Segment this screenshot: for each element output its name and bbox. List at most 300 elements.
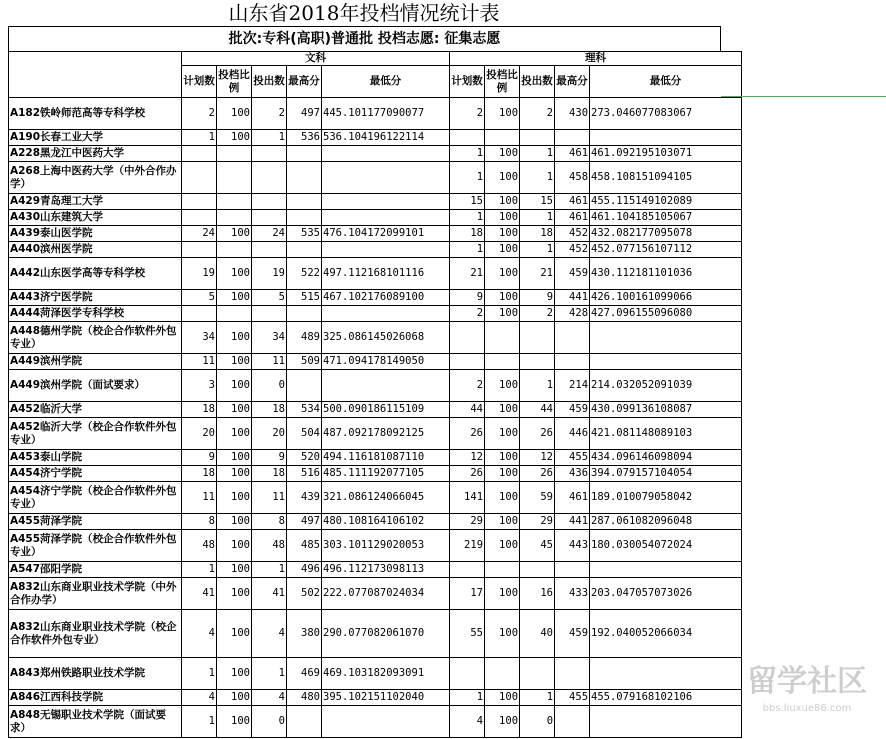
min-cell-like: 287.061082096048 [590, 514, 742, 530]
group-header-row [9, 52, 742, 66]
admitted-cell-like: 59 [520, 482, 555, 514]
ratio-cell-like: 100 [485, 242, 520, 258]
max-cell-wenke: 497 [287, 514, 322, 530]
min-cell-like: 421.081148089103 [590, 418, 742, 450]
min-cell-like: 455.079168102106 [590, 690, 742, 706]
school-name-cell: A832山东商业职业技术学院（校企合作软件外包专业） [9, 610, 182, 658]
plan-cell-wenke: 48 [182, 530, 217, 562]
ratio-cell-like: 100 [485, 226, 520, 242]
plan-cell-wenke: 18 [182, 466, 217, 482]
school-name-cell: A439泰山医学院 [9, 226, 182, 242]
admitted-cell-wenke: 11 [252, 482, 287, 514]
like-header: 理科 [450, 52, 742, 66]
school-name-cell: A182铁岭师范高等专科学校 [9, 98, 182, 130]
ratio-cell-wenke: 100 [217, 418, 252, 450]
col-plan-wenke: 计划数 [182, 66, 217, 98]
min-cell-like: 273.046077083067 [590, 98, 742, 130]
plan-cell-like: 1 [450, 162, 485, 194]
admitted-cell-like: 9 [520, 290, 555, 306]
admission-table [8, 51, 742, 738]
ratio-cell-wenke: 100 [217, 450, 252, 466]
table-row [9, 130, 742, 146]
ratio-cell-like: 100 [485, 466, 520, 482]
admitted-cell-wenke [252, 146, 287, 162]
max-cell-like: 461 [555, 194, 590, 210]
watermark-url: bbs.liuxue86.com [762, 703, 852, 714]
table-row [9, 562, 742, 578]
plan-cell-wenke [182, 194, 217, 210]
max-cell-like: 459 [555, 258, 590, 290]
max-cell-like: 446 [555, 418, 590, 450]
admitted-cell-like: 1 [520, 242, 555, 258]
plan-cell-wenke [182, 242, 217, 258]
admitted-cell-like: 0 [520, 706, 555, 738]
min-cell-wenke [322, 146, 450, 162]
plan-cell-like: 2 [450, 306, 485, 322]
school-name-cell: A449滨州学院（面试要求） [9, 370, 182, 402]
min-cell-wenke: 500.090186115109 [322, 402, 450, 418]
admitted-cell-like: 45 [520, 530, 555, 562]
admitted-cell-like: 1 [520, 370, 555, 402]
table-row [9, 210, 742, 226]
ratio-cell-wenke: 100 [217, 98, 252, 130]
plan-cell-like: 12 [450, 450, 485, 466]
table-row [9, 322, 742, 354]
max-cell-like [555, 658, 590, 690]
ratio-cell-wenke: 100 [217, 690, 252, 706]
table-row [9, 530, 742, 562]
min-cell-wenke: 496.112173098113 [322, 562, 450, 578]
admitted-cell-wenke: 1 [252, 130, 287, 146]
school-name-cell: A429青岛理工大学 [9, 194, 182, 210]
admitted-cell-like: 2 [520, 98, 555, 130]
max-cell-wenke: 469 [287, 658, 322, 690]
ratio-cell-like: 100 [485, 306, 520, 322]
admitted-cell-wenke: 11 [252, 354, 287, 370]
max-cell-wenke: 520 [287, 450, 322, 466]
max-cell-wenke: 509 [287, 354, 322, 370]
min-cell-like: 432.082177095078 [590, 226, 742, 242]
table-row [9, 418, 742, 450]
min-cell-like: 430.099136108087 [590, 402, 742, 418]
admitted-cell-wenke: 19 [252, 258, 287, 290]
school-name-cell: A443济宁医学院 [9, 290, 182, 306]
table-row [9, 450, 742, 466]
min-cell-like: 426.100161099066 [590, 290, 742, 306]
plan-cell-wenke: 4 [182, 690, 217, 706]
table-row [9, 98, 742, 130]
ratio-cell-wenke [217, 146, 252, 162]
plan-cell-like [450, 322, 485, 354]
table-row [9, 194, 742, 210]
ratio-cell-like [485, 658, 520, 690]
table-row [9, 370, 742, 402]
min-cell-wenke [322, 194, 450, 210]
table-row [9, 162, 742, 194]
watermark-logo [728, 662, 886, 739]
admitted-cell-like: 2 [520, 306, 555, 322]
max-cell-like [555, 322, 590, 354]
max-cell-wenke [287, 242, 322, 258]
school-name-cell: A430山东建筑大学 [9, 210, 182, 226]
col-admitted-wenke: 投出数 [252, 66, 287, 98]
admitted-cell-like: 40 [520, 610, 555, 658]
ratio-cell-wenke [217, 194, 252, 210]
admitted-cell-wenke: 8 [252, 514, 287, 530]
admitted-cell-wenke: 1 [252, 658, 287, 690]
admitted-cell-wenke: 18 [252, 402, 287, 418]
min-cell-like [590, 706, 742, 738]
plan-cell-wenke: 1 [182, 706, 217, 738]
max-cell-like: 459 [555, 402, 590, 418]
max-cell-wenke: 489 [287, 322, 322, 354]
admitted-cell-wenke: 1 [252, 562, 287, 578]
min-cell-like: 452.077156107112 [590, 242, 742, 258]
max-cell-wenke: 515 [287, 290, 322, 306]
admitted-cell-like: 1 [520, 146, 555, 162]
min-cell-like: 192.040052066034 [590, 610, 742, 658]
plan-cell-like: 26 [450, 418, 485, 450]
col-min-like: 最低分 [590, 66, 742, 98]
max-cell-wenke [287, 706, 322, 738]
ratio-cell-like: 100 [485, 418, 520, 450]
col-plan-like: 计划数 [450, 66, 485, 98]
max-cell-like: 430 [555, 98, 590, 130]
max-cell-like [555, 130, 590, 146]
min-cell-wenke [322, 242, 450, 258]
table-row [9, 706, 742, 738]
plan-cell-wenke: 1 [182, 658, 217, 690]
plan-cell-like: 26 [450, 466, 485, 482]
watermark-text: 留学社区 [747, 664, 867, 699]
max-cell-like: 452 [555, 226, 590, 242]
max-cell-wenke: 534 [287, 402, 322, 418]
ratio-cell-like: 100 [485, 258, 520, 290]
ratio-cell-like: 100 [485, 146, 520, 162]
school-name-cell: A268上海中医药大学（中外合作办学） [9, 162, 182, 194]
min-cell-wenke: 497.112168101116 [322, 258, 450, 290]
page-title: 山东省2018年投档情况统计表 [228, 1, 500, 25]
table-row [9, 226, 742, 242]
ratio-cell-like [485, 130, 520, 146]
max-cell-like: 441 [555, 514, 590, 530]
max-cell-like: 433 [555, 578, 590, 610]
plan-cell-wenke: 34 [182, 322, 217, 354]
school-name-cell: A452临沂大学（校企合作软件外包专业） [9, 418, 182, 450]
plan-cell-like: 1 [450, 690, 485, 706]
ratio-cell-like: 100 [485, 194, 520, 210]
max-cell-wenke: 485 [287, 530, 322, 562]
ratio-cell-wenke: 100 [217, 354, 252, 370]
table-row [9, 482, 742, 514]
ratio-cell-like: 100 [485, 690, 520, 706]
plan-cell-wenke: 8 [182, 514, 217, 530]
max-cell-wenke: 439 [287, 482, 322, 514]
min-cell-like: 434.096146098094 [590, 450, 742, 466]
max-cell-like: 436 [555, 466, 590, 482]
plan-cell-like [450, 562, 485, 578]
col-admitted-like: 投出数 [520, 66, 555, 98]
school-name-cell: A453泰山学院 [9, 450, 182, 466]
admitted-cell-like: 18 [520, 226, 555, 242]
ratio-cell-like: 100 [485, 210, 520, 226]
school-name-cell: A454济宁学院（校企合作软件外包专业） [9, 482, 182, 514]
plan-cell-wenke: 2 [182, 98, 217, 130]
admitted-cell-wenke: 48 [252, 530, 287, 562]
plan-cell-like: 2 [450, 370, 485, 402]
ratio-cell-wenke: 100 [217, 658, 252, 690]
min-cell-wenke: 536.104196122114 [322, 130, 450, 146]
admitted-cell-like [520, 658, 555, 690]
school-name-cell: A449滨州学院 [9, 354, 182, 370]
max-cell-like: 443 [555, 530, 590, 562]
admitted-cell-wenke: 41 [252, 578, 287, 610]
admitted-cell-like: 1 [520, 162, 555, 194]
ratio-cell-like: 100 [485, 610, 520, 658]
min-cell-wenke: 480.108164106102 [322, 514, 450, 530]
plan-cell-wenke: 5 [182, 290, 217, 306]
plan-cell-wenke: 1 [182, 130, 217, 146]
school-name-cell: A455菏泽学院（校企合作软件外包专业） [9, 530, 182, 562]
min-cell-like: 394.079157104054 [590, 466, 742, 482]
plan-cell-like: 17 [450, 578, 485, 610]
admitted-cell-like: 26 [520, 418, 555, 450]
ratio-cell-wenke: 100 [217, 466, 252, 482]
ratio-cell-wenke: 100 [217, 258, 252, 290]
plan-cell-like: 44 [450, 402, 485, 418]
school-name-cell: A452临沂大学 [9, 402, 182, 418]
plan-cell-wenke [182, 162, 217, 194]
max-cell-wenke [287, 210, 322, 226]
plan-cell-like [450, 130, 485, 146]
max-cell-wenke: 504 [287, 418, 322, 450]
table-row [9, 402, 742, 418]
table-row [9, 466, 742, 482]
school-name-cell: A228黑龙江中医药大学 [9, 146, 182, 162]
admitted-cell-wenke: 4 [252, 690, 287, 706]
ratio-cell-wenke: 100 [217, 402, 252, 418]
school-name-cell: A843郑州铁路职业技术学院 [9, 658, 182, 690]
plan-cell-like: 219 [450, 530, 485, 562]
sheet-gridline [721, 96, 886, 97]
max-cell-wenke: 535 [287, 226, 322, 242]
min-cell-wenke: 395.102151102040 [322, 690, 450, 706]
min-cell-wenke: 487.092178092125 [322, 418, 450, 450]
school-name-cell: A444菏泽医学专科学校 [9, 306, 182, 322]
ratio-cell-like: 100 [485, 162, 520, 194]
admitted-cell-wenke: 0 [252, 706, 287, 738]
plan-cell-like: 141 [450, 482, 485, 514]
admitted-cell-like: 12 [520, 450, 555, 466]
max-cell-like: 459 [555, 610, 590, 658]
min-cell-like [590, 130, 742, 146]
admitted-cell-like [520, 322, 555, 354]
admitted-cell-like: 1 [520, 210, 555, 226]
ratio-cell-wenke: 100 [217, 610, 252, 658]
max-cell-wenke: 502 [287, 578, 322, 610]
ratio-cell-wenke [217, 210, 252, 226]
plan-cell-wenke: 24 [182, 226, 217, 242]
admitted-cell-like: 16 [520, 578, 555, 610]
table-row [9, 290, 742, 306]
ratio-cell-like: 100 [485, 578, 520, 610]
max-cell-like: 455 [555, 450, 590, 466]
max-cell-wenke: 380 [287, 610, 322, 658]
max-cell-wenke [287, 162, 322, 194]
table-row [9, 258, 742, 290]
admitted-cell-like: 1 [520, 690, 555, 706]
ratio-cell-wenke: 100 [217, 562, 252, 578]
max-cell-wenke [287, 306, 322, 322]
plan-cell-wenke: 41 [182, 578, 217, 610]
plan-cell-wenke: 18 [182, 402, 217, 418]
table-row [9, 242, 742, 258]
min-cell-wenke: 290.077082061070 [322, 610, 450, 658]
min-cell-wenke: 469.103182093091 [322, 658, 450, 690]
admitted-cell-like: 26 [520, 466, 555, 482]
admitted-cell-wenke: 2 [252, 98, 287, 130]
ratio-cell-wenke: 100 [217, 514, 252, 530]
min-cell-wenke [322, 706, 450, 738]
plan-cell-wenke: 11 [182, 354, 217, 370]
plan-cell-like: 9 [450, 290, 485, 306]
min-cell-wenke [322, 306, 450, 322]
plan-cell-like: 55 [450, 610, 485, 658]
ratio-cell-wenke: 100 [217, 130, 252, 146]
admitted-cell-like: 44 [520, 402, 555, 418]
max-cell-like: 214 [555, 370, 590, 402]
plan-cell-wenke [182, 146, 217, 162]
admitted-cell-wenke: 0 [252, 370, 287, 402]
min-cell-like [590, 562, 742, 578]
plan-cell-like: 1 [450, 210, 485, 226]
ratio-cell-wenke: 100 [217, 290, 252, 306]
max-cell-wenke: 522 [287, 258, 322, 290]
plan-cell-like: 15 [450, 194, 485, 210]
table-row [9, 354, 742, 370]
min-cell-like: 455.115149102089 [590, 194, 742, 210]
ratio-cell-like: 100 [485, 402, 520, 418]
ratio-cell-like: 100 [485, 450, 520, 466]
min-cell-wenke: 476.104172099101 [322, 226, 450, 242]
plan-cell-like: 1 [450, 242, 485, 258]
plan-cell-like [450, 354, 485, 370]
min-cell-like: 461.104185105067 [590, 210, 742, 226]
min-cell-wenke: 471.094178149050 [322, 354, 450, 370]
ratio-cell-like: 100 [485, 290, 520, 306]
min-cell-like: 203.047057073026 [590, 578, 742, 610]
min-cell-like: 461.092195103071 [590, 146, 742, 162]
min-cell-wenke: 485.111192077105 [322, 466, 450, 482]
max-cell-like: 458 [555, 162, 590, 194]
admitted-cell-wenke: 18 [252, 466, 287, 482]
ratio-cell-like: 100 [485, 370, 520, 402]
plan-cell-wenke: 20 [182, 418, 217, 450]
plan-cell-like: 1 [450, 146, 485, 162]
table-row [9, 306, 742, 322]
admitted-cell-wenke: 20 [252, 418, 287, 450]
ratio-cell-like: 100 [485, 706, 520, 738]
plan-cell-wenke [182, 306, 217, 322]
school-name-cell: A846江西科技学院 [9, 690, 182, 706]
min-cell-like: 430.112181101036 [590, 258, 742, 290]
max-cell-like: 461 [555, 146, 590, 162]
max-cell-wenke [287, 370, 322, 402]
plan-cell-wenke: 3 [182, 370, 217, 402]
plan-cell-wenke: 1 [182, 562, 217, 578]
ratio-cell-like [485, 322, 520, 354]
admitted-cell-wenke [252, 242, 287, 258]
max-cell-wenke: 516 [287, 466, 322, 482]
admitted-cell-wenke: 9 [252, 450, 287, 466]
admitted-cell-like [520, 354, 555, 370]
col-max-like: 最高分 [555, 66, 590, 98]
min-cell-wenke: 325.086145026068 [322, 322, 450, 354]
max-cell-wenke: 497 [287, 98, 322, 130]
plan-cell-like: 2 [450, 98, 485, 130]
ratio-cell-like: 100 [485, 482, 520, 514]
min-cell-like [590, 322, 742, 354]
col-min-wenke: 最低分 [322, 66, 450, 98]
max-cell-like: 441 [555, 290, 590, 306]
plan-cell-like: 29 [450, 514, 485, 530]
plan-cell-like: 4 [450, 706, 485, 738]
plan-cell-like: 18 [450, 226, 485, 242]
min-cell-wenke: 494.116181087110 [322, 450, 450, 466]
ratio-cell-wenke: 100 [217, 530, 252, 562]
plan-cell-wenke [182, 210, 217, 226]
admitted-cell-wenke: 34 [252, 322, 287, 354]
ratio-cell-wenke [217, 162, 252, 194]
max-cell-like: 455 [555, 690, 590, 706]
ratio-cell-wenke: 100 [217, 706, 252, 738]
school-name-cell: A547邵阳学院 [9, 562, 182, 578]
ratio-cell-like [485, 354, 520, 370]
ratio-cell-like: 100 [485, 530, 520, 562]
admitted-cell-wenke: 24 [252, 226, 287, 242]
min-cell-like: 427.096155096080 [590, 306, 742, 322]
admitted-cell-like: 21 [520, 258, 555, 290]
min-cell-wenke: 303.101129020053 [322, 530, 450, 562]
ratio-cell-like: 100 [485, 98, 520, 130]
school-name-cell: A442山东医学高等专科学校 [9, 258, 182, 290]
max-cell-like: 461 [555, 210, 590, 226]
school-name-cell: A190长春工业大学 [9, 130, 182, 146]
ratio-cell-wenke: 100 [217, 226, 252, 242]
max-cell-wenke: 480 [287, 690, 322, 706]
plan-cell-like [450, 658, 485, 690]
min-cell-like: 458.108151094105 [590, 162, 742, 194]
min-cell-like: 189.010079058042 [590, 482, 742, 514]
wenke-header: 文科 [182, 52, 450, 66]
max-cell-like: 461 [555, 482, 590, 514]
min-cell-wenke: 222.077087024034 [322, 578, 450, 610]
max-cell-like: 452 [555, 242, 590, 258]
min-cell-wenke [322, 210, 450, 226]
ratio-cell-like [485, 562, 520, 578]
ratio-cell-wenke: 100 [217, 578, 252, 610]
col-ratio-like: 投档比例 [485, 66, 520, 98]
max-cell-wenke: 496 [287, 562, 322, 578]
max-cell-wenke [287, 146, 322, 162]
plan-cell-wenke: 4 [182, 610, 217, 658]
plan-cell-like: 21 [450, 258, 485, 290]
admitted-cell-like [520, 562, 555, 578]
school-name-cell: A455菏泽学院 [9, 514, 182, 530]
table-row [9, 658, 742, 690]
table-row [9, 146, 742, 162]
table-row [9, 690, 742, 706]
